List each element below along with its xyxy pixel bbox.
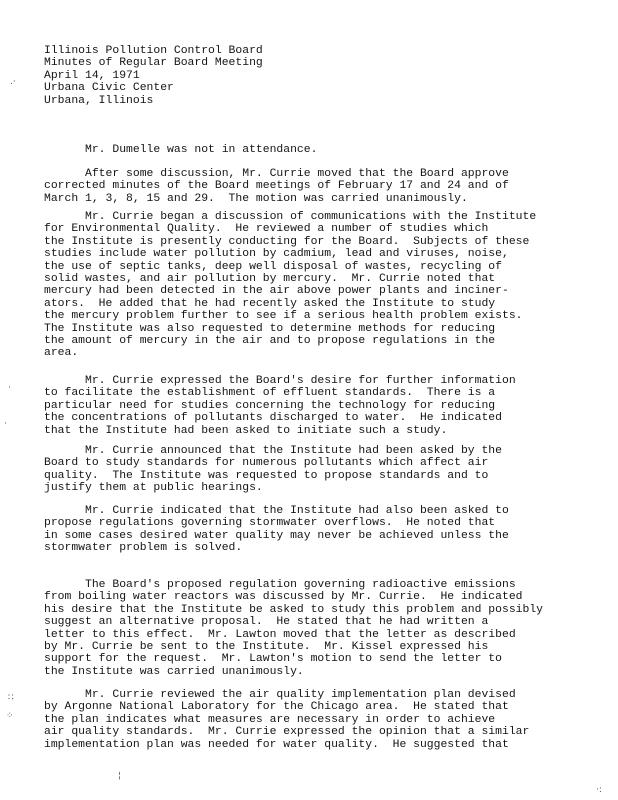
paragraph-line: Mr. Currie indicated that the Institute had also been asked to — [44, 505, 509, 517]
paragraph-line: The Board's proposed regulation governing radioactive emissions — [44, 579, 516, 591]
paragraph-line: implementation plan was needed for water quality. He suggested that — [44, 738, 509, 751]
paragraph-line: the plan indicates what measures are necessary in order to achieve — [44, 713, 496, 726]
paragraph-line: suggest an alternative proposal. He stated that he had written a — [44, 616, 489, 629]
scan-speck: · — [8, 383, 11, 393]
header-line-venue: Urbana Civic Center — [44, 82, 174, 95]
scan-speck: ⁘ — [6, 711, 14, 721]
paragraph-line: Board to study standards for numerous pollutants which affect air — [44, 457, 489, 470]
paragraph-line: Mr. Dumelle was not in attendance. — [44, 144, 318, 156]
paragraph-line: the mercury problem further to see if a serious health problem exists. — [44, 310, 523, 323]
paragraph-line: the amount of mercury in the air and to propose regulations in the — [44, 335, 496, 347]
paragraph-line: solid wastes, and air pollution by mercury. Mr. Currie noted that — [44, 273, 496, 285]
paragraph-line: letter to this effect. Mr. Lawton moved that the letter as described — [44, 628, 516, 641]
paragraph-line: studies include water pollution by cadmium, lead and viruses, noise, — [44, 248, 509, 261]
paragraph-line: by Argonne National Laboratory for the Chicago area. He stated that — [44, 701, 509, 714]
scan-speck: ·: — [596, 785, 602, 795]
header-line-date: April 14, 1971 — [44, 69, 140, 82]
scan-speck: ¦ — [118, 771, 122, 781]
scan-speck: · — [4, 419, 7, 429]
scan-speck: ∷ — [8, 693, 14, 703]
scan-speck: .· — [10, 77, 16, 87]
paragraph-line: ators. He added that he had recently asked the Institute to study — [44, 297, 496, 310]
paragraph-line: particular need for studies concerning the technology for reducing — [44, 399, 496, 412]
paragraph-line: air quality standards. Mr. Currie expressed the opinion that a similar — [44, 726, 530, 739]
paragraph-line: his desire that the Institute be asked to study this problem and possibly — [44, 603, 543, 616]
header-line-board: Illinois Pollution Control Board — [44, 45, 263, 57]
paragraph-line: March 1, 3, 8, 15 and 29. The motion was carried unanimously. — [44, 192, 468, 205]
paragraph-line: Mr. Currie began a discussion of communications with the Institute — [44, 211, 537, 223]
header-line-city: Urbana, Illinois — [44, 94, 154, 107]
paragraph-line: the use of septic tanks, deep well disposal of wastes, recycling of — [44, 260, 502, 273]
paragraph-line: justify them at public hearings. — [44, 482, 263, 495]
paragraph-line: quality. The Institute was requested to propose standards and to — [44, 469, 489, 482]
paragraph-line: to facilitate the establishment of effluent standards. There is a — [44, 387, 496, 400]
paragraph-line: from boiling water reactors was discussed by Mr. Currie. He indicated — [44, 591, 523, 604]
paragraph-line: Mr. Currie reviewed the air quality implementation plan devised — [44, 689, 516, 701]
paragraph-line: stormwater problem is solved. — [44, 542, 243, 555]
paragraph-line: that the Institute had been asked to initiate such a study. — [44, 424, 448, 437]
paragraph-line: mercury had been detected in the air above power plants and inciner- — [44, 285, 509, 298]
header-line-minutes: Minutes of Regular Board Meeting — [44, 57, 263, 70]
paragraph-line: corrected minutes of the Board meetings of February 17 and 24 and of — [44, 180, 509, 193]
paragraph-line: the concentrations of pollutants discharged to water. He indicated — [44, 412, 502, 425]
document-header — [44, 45, 263, 107]
paragraph-line: The Institute was also requested to determine methods for reducing — [44, 322, 496, 335]
paragraph-line: propose regulations governing stormwater overflows. He noted that — [44, 517, 496, 530]
paragraph-line: Mr. Currie expressed the Board's desire for further information — [44, 375, 516, 387]
paragraph-line: support for the request. Mr. Lawton's motion to send the letter to — [44, 653, 502, 666]
paragraph-line: for Environmental Quality. He reviewed a number of studies which — [44, 223, 489, 236]
paragraph-line: area. — [44, 347, 79, 360]
paragraph-line: the Institute was carried unanimously. — [44, 665, 304, 678]
paragraph-line: in some cases desired water quality may never be achieved unless the — [44, 529, 509, 542]
paragraph-line: After some discussion, Mr. Currie moved that the Board approve — [44, 168, 509, 180]
paragraph-line: Mr. Currie announced that the Institute had been asked by the — [44, 445, 502, 457]
paragraph-line: by Mr. Currie be sent to the Institute. Mr. Kissel expressed his — [44, 641, 489, 653]
paragraph-line: the Institute is presently conducting for the Board. Subjects of these — [44, 235, 530, 248]
